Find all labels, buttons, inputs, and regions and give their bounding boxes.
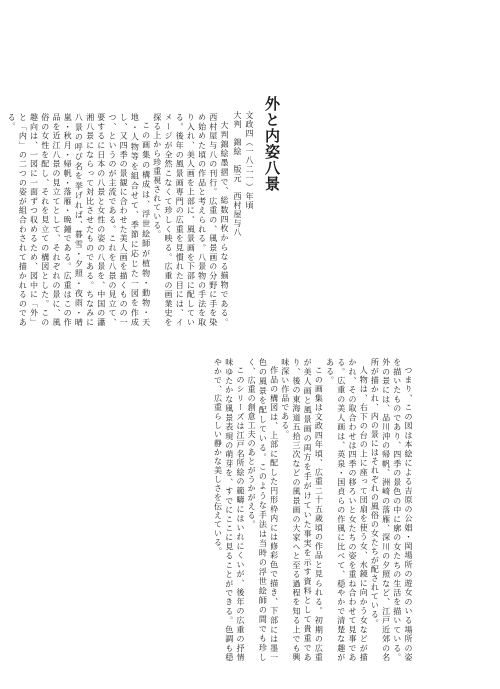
paragraph: 人物は、右下の台の上に座って団扇を使う女、水鏡に向かう女などが描かれ、その取合わせは四季の移ろいと女たちの姿を重ね合わせて見事である。広重の美人画は、英泉・国貞らの作風に比べて、穏やかで清楚な趣がある。 (325, 358, 369, 662)
paragraph: 大判錦絵墨摺で、総数四枚からなる揃物である。西村屋与八の刊行。広重の、風景画の分野に手を染め始めた頃の作品と考えられる。八景物の手法を取り入れ、美人画を上部に、風景画を下部に配している。後年の風景画専門の広重を見慣れた目には、イメージが全然こなくて珍しく映る。広重の画業史を探る上から珍重視されている。 (152, 113, 229, 327)
lower-text-block (54, 358, 414, 662)
paragraph: 作品の構図は、上部に配した円形枠内には修彩色で描き、下部には墨一色の風景を配している。このような手法は当時の浮世絵師の間でも珍しく、広重の創意工夫のあとがうかがえる。 (247, 358, 279, 662)
paragraph: この画集の構成は、浮世絵師が植物・動物・天地・人物等を組合せて、季節に応じた一図を作成し、又四季の景観に合わせた美人画を描くものの一つ、というのが主流である。これを八景の見立て、要するに日本の八景と女性の姿の八景を、中国の瀟湘八景にならって対比させたものである。ちなみに八景の呼び名を挙げれば、暮雪・夕照・夜雨・晴嵐・秋月・帰帆・落雁・晩鐘である。広重はこの作品を近江八景の見立てとして、それぞれの景に、風俗の女性を配し、それを見立ての構図とした。この趣向は、一図に一面ずつ収めるため、図中に「外」と「内」の二つの姿が組合わされて描かれるのである。 (7, 113, 151, 327)
paragraph: この画集は文政四年頃、広重二十五歳頃の作品と見られる。初期の広重が美人画と風景画の両方を手がけていた事実を示す資料として貴重であり、後の東海道五拾三次などの風景画の大家へと至る過程を知る上でも興味深い作品である。 (280, 358, 324, 662)
date-line: 文政四（一八二一）年頃 (245, 111, 254, 210)
paragraph: このシリーズは江戸名所絵の範疇にはいれにくいが、後年の広重の抒情味ゆたかな風景表現の萌芽を、すでにここに見ることができる。色調も穏やかで、広重らしい静かな美しさを伝えている。 (213, 358, 245, 662)
paragraph: つまり、この図は本絵による吉原の公娼・岡場所の遊女のいる場所の姿を描いたものであり、四季の景色の中に廓の女たちの生活を描いている。外の景には、品川沖の帰帆、洲崎の落雁、深川の夕照など、江戸近郊の名所が描かれ、内の景にはそれぞれの風俗の女たちが配されている。 (370, 358, 413, 662)
artist-publisher-line: 大判 錦絵 版元 西村屋与八 (233, 111, 242, 237)
page-title: 外と内姿八景 (263, 96, 281, 192)
upper-text-block (7, 113, 230, 327)
